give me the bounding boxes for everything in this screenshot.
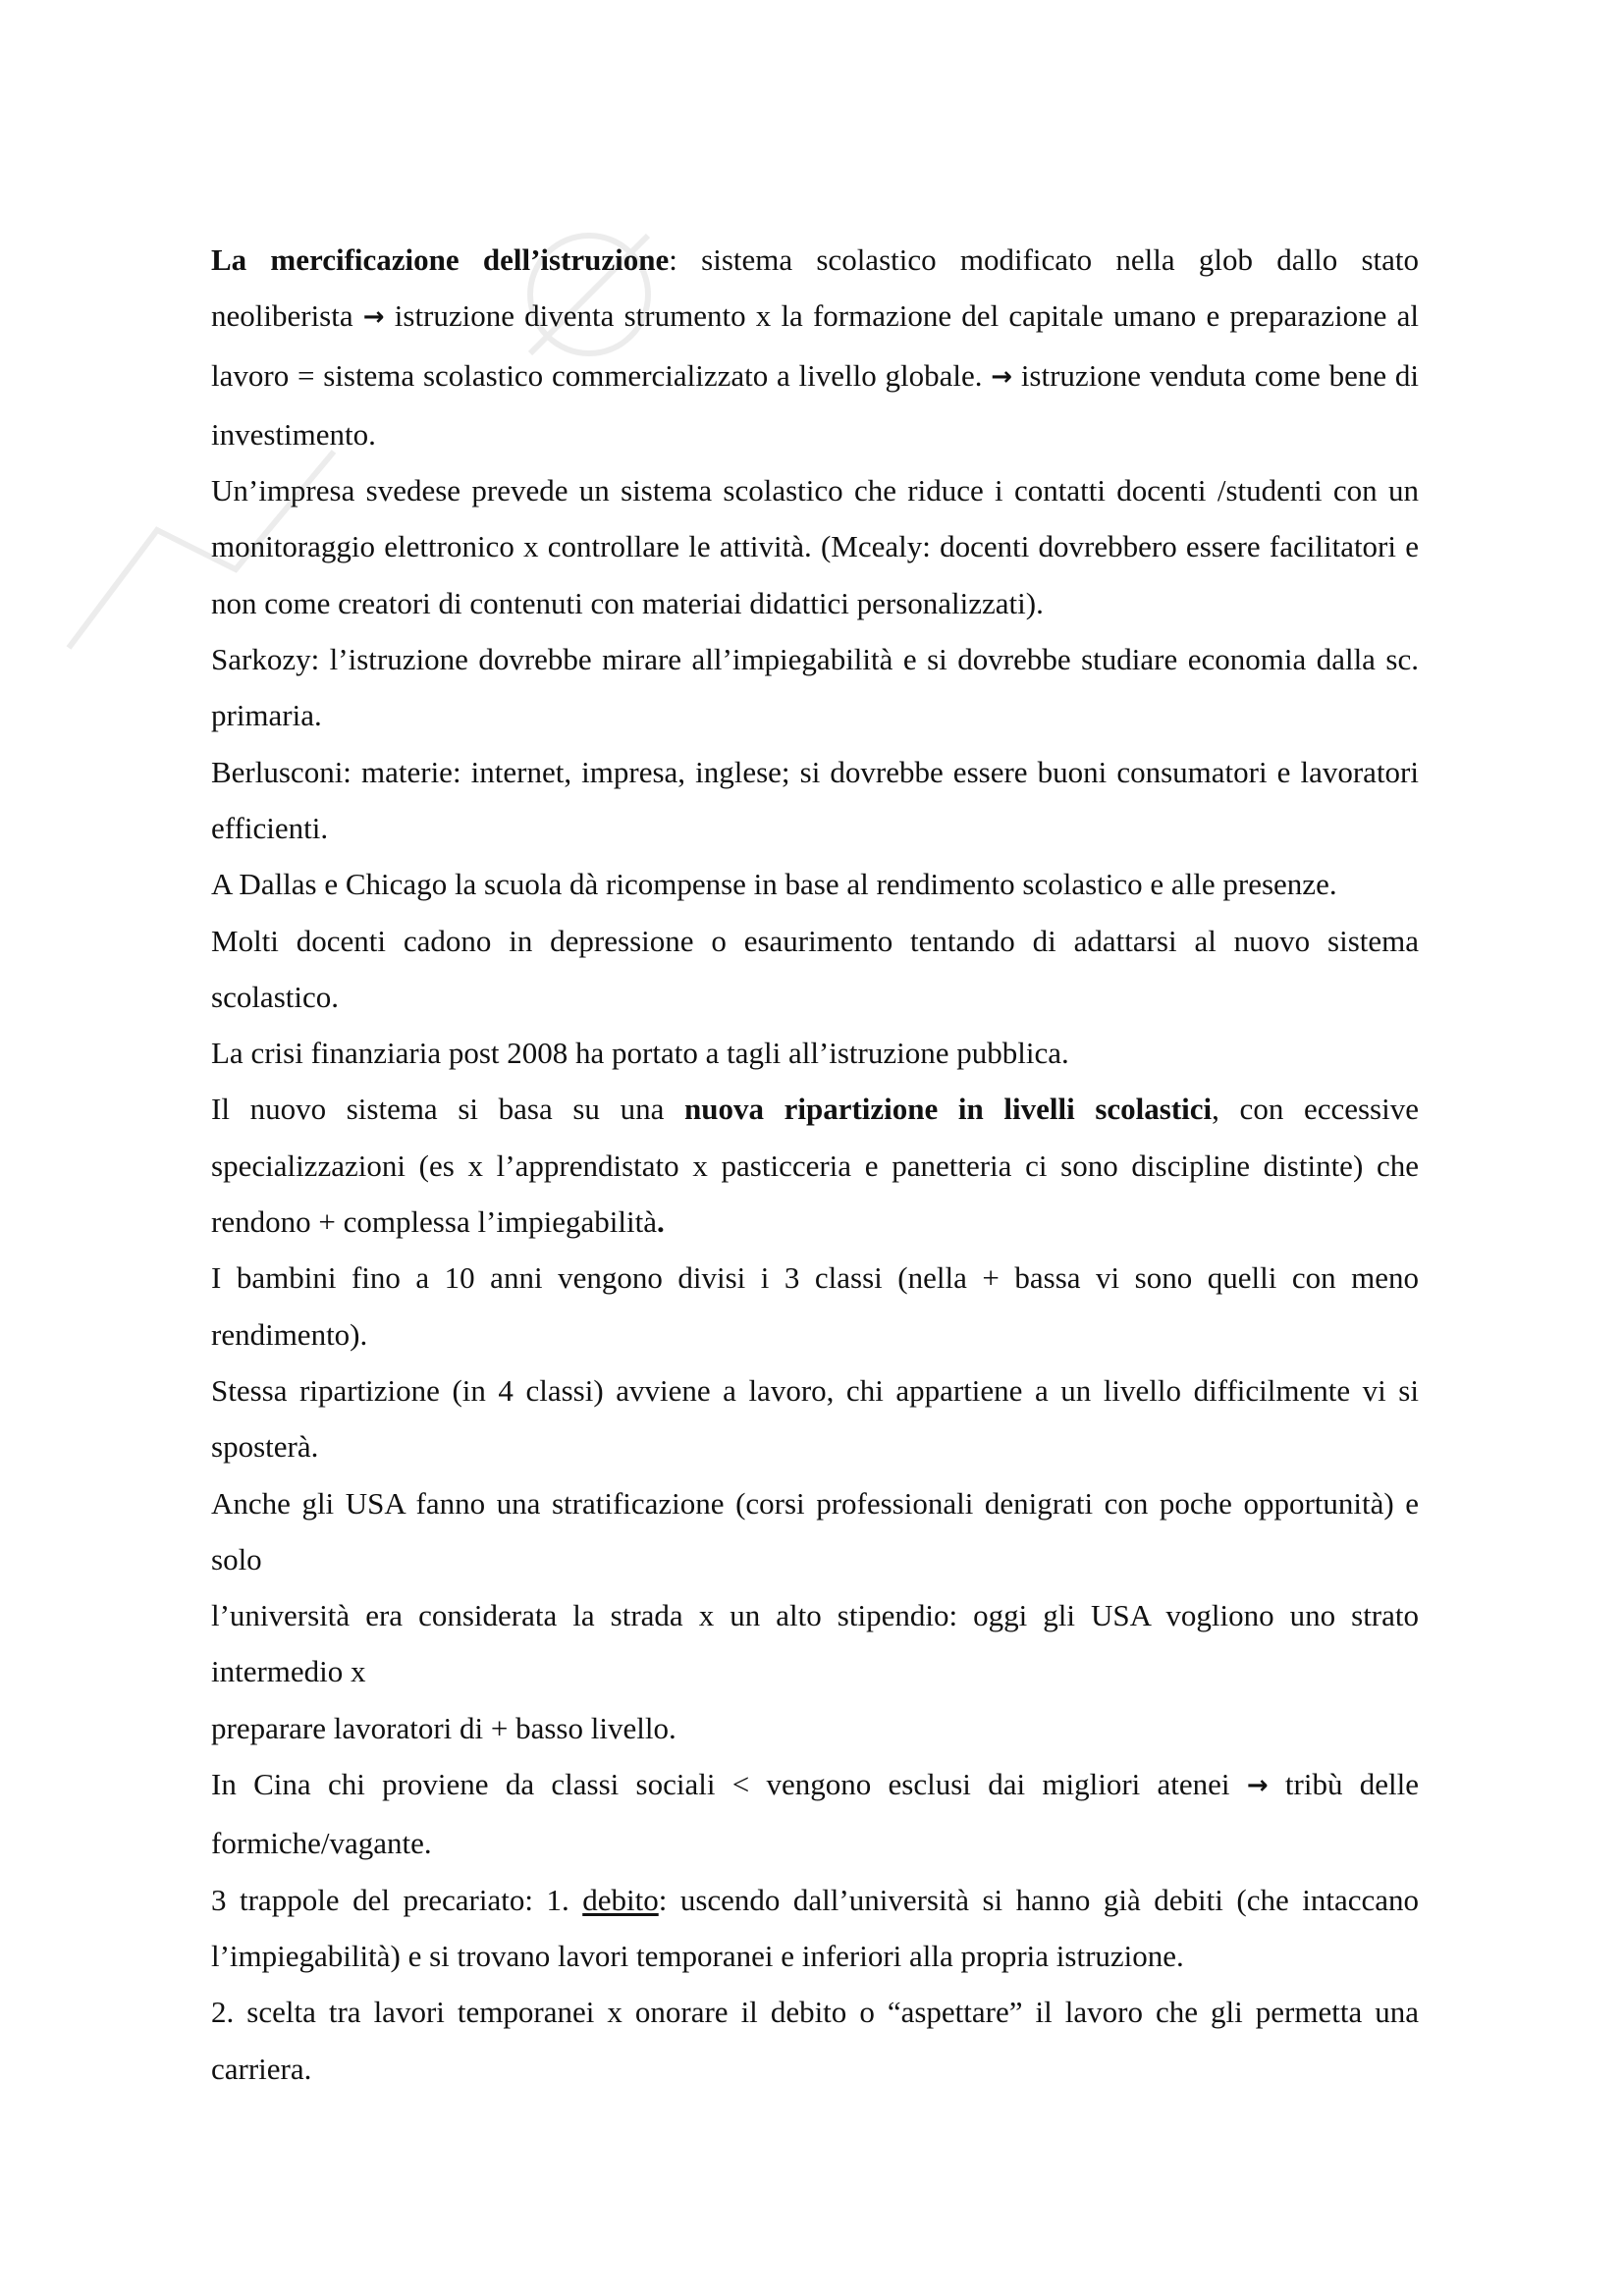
paragraph-cina [211, 1756, 1419, 1872]
text-span: , con eccessive specializzazioni (es x l’apprendistato x pasticceria e panetteria ci sono discipline distinte) che rendono + complessa l’impiegabilità [211, 1092, 1419, 1240]
bold-period: . [656, 1204, 665, 1240]
paragraph-impresa-svedese: Un’impresa svedese prevede un sistema scolastico che riduce i contatti docenti /studenti con un monitoraggio elettronico x controllare le attività. (Mcealy: docenti dovrebbero essere facilitatori e non come creatori di contenuti con materiai didattici personalizzati). [211, 473, 1419, 620]
bold-ripartizione: nuova ripartizione in livelli scolastici [683, 1092, 1213, 1127]
text-span: istruzione diventa strumento x la formazione del capitale umano e preparazione al lavoro = sistema scolastico commercializzato a livello globale. [211, 298, 1419, 393]
arrow-right-icon: → [991, 361, 1013, 392]
paragraph-mercificazione [211, 232, 1419, 462]
text-span: In Cina chi proviene da classi sociali < vengono esclusi dai migliori atenei [211, 1767, 1247, 1802]
arrow-right-icon: → [1246, 1771, 1269, 1801]
paragraph-sarkozy: Sarkozy: l’istruzione dovrebbe mirare all’impiegabilità e si dovrebbe studiare economia dalla sc. primaria. [211, 642, 1419, 733]
paragraph-usa-stratificazione: Anche gli USA fanno una stratificazione (corsi professionali denigrati con poche opportunità) e solo [211, 1485, 1419, 1576]
paragraph-berlusconi: Berlusconi: materie: internet, impresa, inglese; si dovrebbe essere buoni consumatori e lavoratori efficienti. [211, 754, 1419, 845]
paragraph-bambini: I bambini fino a 10 anni vengono divisi i 3 classi (nella + bassa vi sono quelli con meno rendimento). [211, 1260, 1419, 1352]
text-span: Il nuovo sistema si basa su una [211, 1092, 684, 1127]
document-body [211, 232, 1419, 2097]
paragraph-dallas-chicago: A Dallas e Chicago la scuola dà ricompense in base al rendimento scolastico e alle presenze. [211, 867, 1337, 902]
underlined-debito: debito [582, 1882, 659, 1917]
heading-mercificazione: La mercificazione dell’istruzione [211, 242, 670, 277]
paragraph-lavoratori: preparare lavoratori di + basso livello. [211, 1710, 676, 1745]
paragraph-crisi-finanziaria: La crisi finanziaria post 2008 ha portato a tagli all’istruzione pubblica. [211, 1036, 1069, 1071]
text-span: : sistema scolastico modificato nella glob dallo stato neoliberista [211, 242, 1419, 334]
paragraph-docenti-depressione: Molti docenti cadono in depressione o esaurimento tentando di adattarsi al nuovo sistema scolastico. [211, 923, 1419, 1014]
paragraph-scelta-lavori: 2. scelta tra lavori temporanei x onorare il debito o “aspettare” il lavoro che gli permetta una carriera. [211, 1995, 1419, 2086]
text-span: 3 trappole del precariato: 1. [211, 1882, 583, 1917]
paragraph-stessa-ripartizione: Stessa ripartizione (in 4 classi) avviene a lavoro, chi appartiene a un livello difficilmente vi si sposterà. [211, 1372, 1419, 1465]
text-span: istruzione venduta come bene di investimento. [211, 357, 1419, 452]
paragraph-trappole-precariato [211, 1872, 1419, 1985]
paragraph-nuovo-sistema [211, 1081, 1419, 1250]
text-span: tribù delle formiche/vagante. [211, 1767, 1419, 1861]
text-span: : uscendo dall’università si hanno già debiti (che intaccano l’impiegabilità) e si trovano lavori temporanei e inferiori alla propria istruzione. [211, 1882, 1419, 1973]
arrow-right-icon: → [362, 302, 385, 333]
paragraph-universita: l’università era considerata la strada x un alto stipendio: oggi gli USA vogliono uno strato intermedio x [211, 1598, 1419, 1689]
